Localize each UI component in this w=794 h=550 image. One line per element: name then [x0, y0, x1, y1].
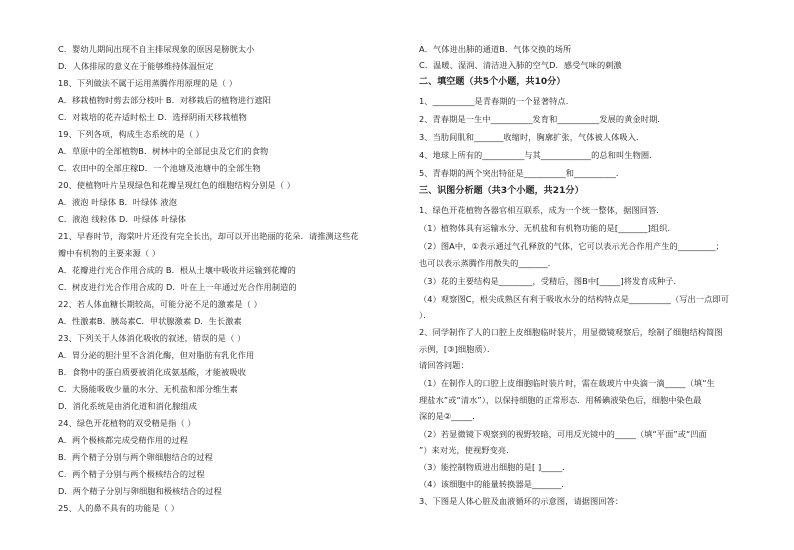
question-line: A．胃分泌的胆汁里不含消化酶，但对脂肪有乳化作用 [58, 350, 255, 360]
question-line: ）． [419, 310, 432, 320]
question-line: 3、下图是人体心脏及血液循环的示意图，请据图回答： [419, 496, 624, 506]
question-line: A．液泡 叶绿体 B．叶绿体 液泡 [58, 197, 177, 207]
question-line: 请回答问题： [419, 360, 469, 370]
question-line: 5、青春期的两个突出特征是__________和__________． [419, 168, 625, 178]
question-line: A．移栽植物时剪去部分枝叶 B．对移栽后的植物进行遮阳 [58, 95, 272, 105]
question-line: 24、绿色开花植物的双受精是指（ ） [58, 418, 196, 428]
question-line: A．性激素B．胰岛素C．甲状腺激素 D．生长激素 [58, 316, 242, 326]
question-line: 4、地球上所有的__________与其____________的总和叫生物圈． [419, 150, 658, 160]
question-line: 理盐水”或“清水”），以保持细胞的正常形态．用稀碘液染色后，细胞中染色最 [419, 395, 702, 405]
question-line: （1）植物体具有运输水分、无机盐和有机物功能的是[_______]组织． [419, 223, 676, 233]
question-line: 2、同学制作了人的口腔上皮细胞临时装片，用显微镜观察后，绘制了细胞结构简图 [419, 327, 723, 337]
question-line: 1、绿色开花植物各器官相互联系，成为一个统一整体，据图回答． [419, 205, 665, 215]
question-line: C．农田中的全部庄稼D．一个池塘及池塘中的全部生物 [58, 163, 261, 173]
question-line: A．两个极核都完成受精作用的过程 [58, 435, 189, 445]
section-heading: 二、填空题（共5个小题，共10分） [419, 77, 566, 87]
question-line: 深的是②_____． [419, 411, 481, 421]
question-line: D．消化系统是由消化道和消化腺组成 [58, 401, 198, 411]
question-line: 22、若人体血糖长期较高，可能分泌不足的激素是（ ） [58, 299, 262, 309]
question-line: 2、青春期是一生中__________发育和__________发展的黄金时期． [419, 114, 666, 124]
question-line: A．花瓣进行光合作用合成的 B．根从土壤中吸收并运输到花瓣的 [58, 265, 296, 275]
question-line: 18、下列做法不属于运用蒸腾作用原理的是（ ） [58, 78, 238, 88]
question-line: D．两个精子分别与卵细胞和极核结合的过程 [58, 486, 222, 496]
question-line: C．两个精子分别与两个极核结合的过程 [58, 469, 205, 479]
question-line: 23、下列关于人体消化吸收的叙述，错误的是（ ） [58, 333, 246, 343]
question-line: （4）观察图C，根尖成熟区有利于吸收水分的结构特点是__________（写出一点即可 [419, 294, 729, 304]
question-line: （4）该细胞中的能量转换器是_______． [419, 479, 570, 489]
question-line: 瓣中有机物的主要来源（ ） [58, 248, 161, 258]
question-line: （2）若显微镜下观察到的视野较暗，可用反光镜中的_____（填“平面”或“凹面 [419, 429, 707, 439]
question-line: B．两个精子分别与两个卵细胞结合的过程 [58, 452, 213, 462]
question-line: （3）花的主要结构是________，受精后，图B中[_____]将发育成种子． [419, 276, 682, 286]
section-heading: 三、识图分析题（共3个小题，共21分） [419, 186, 584, 196]
question-line: （1）在制作人的口腔上皮细胞临时装片时，需在载玻片中央滴一滴_____（填“生 [419, 378, 715, 388]
question-line: 20、使植物叶片呈现绿色和花瓣呈现红色的细胞结构分别是（ ） [58, 180, 296, 190]
question-line: 19、下列各项，构成生态系统的是（ ） [58, 129, 204, 139]
question-line: B．食物中的蛋白质要被消化成氨基酸，才能被吸收 [58, 367, 247, 377]
question-line: （3）能控制物质进出细胞的是[ ]_____． [419, 462, 571, 472]
question-line: A．草原中的全部植物B．树林中的全部昆虫及它们的食物 [58, 146, 269, 156]
question-line: C．液泡 线粒体 D．叶绿体 叶绿体 [58, 214, 187, 224]
question-line: C．对栽培的花卉适时松土 D．选择阴雨天移栽植物 [58, 112, 247, 122]
question-line: C．树皮进行光合作用合成的 D．叶在上一年通过光合作用制造的 [58, 282, 297, 292]
question-line: D．人体排尿的意义在于能够维持体温恒定 [58, 61, 214, 71]
question-line: C．婴幼儿期间出现不自主排尿现象的原因是膀胱太小 [58, 44, 255, 54]
question-line: C．大肠能吸收少量的水分、无机盐和部分维生素 [58, 384, 238, 394]
question-line: C．温暖、湿润、清洁进入肺的空气D．感受气味的刺激 [419, 60, 622, 70]
question-line: 1、__________是青春期的一个显著特点． [419, 96, 574, 106]
question-line: 25、人的鼻不具有的功能是（ ） [58, 503, 180, 513]
question-line: 21、早春时节，海棠叶片还没有完全长出，却可以开出艳丽的花朵．请推测这些花 [58, 231, 359, 241]
question-line: ”）来对光，使视野变亮． [419, 445, 515, 455]
question-line: 示例，[③]细胞质）． [419, 344, 496, 354]
question-line: A．气体进出肺的通道B．气体交换的场所 [419, 44, 572, 54]
question-line: 也可以表示蒸腾作用散失的_______． [419, 258, 557, 268]
question-line: （2）图A中，①表示通过气孔释放的气体，它可以表示光合作用产生的_________； [419, 241, 724, 251]
question-line: 3、当肋间肌和_______收缩时，胸廓扩张，气体被人体吸入． [419, 132, 645, 142]
